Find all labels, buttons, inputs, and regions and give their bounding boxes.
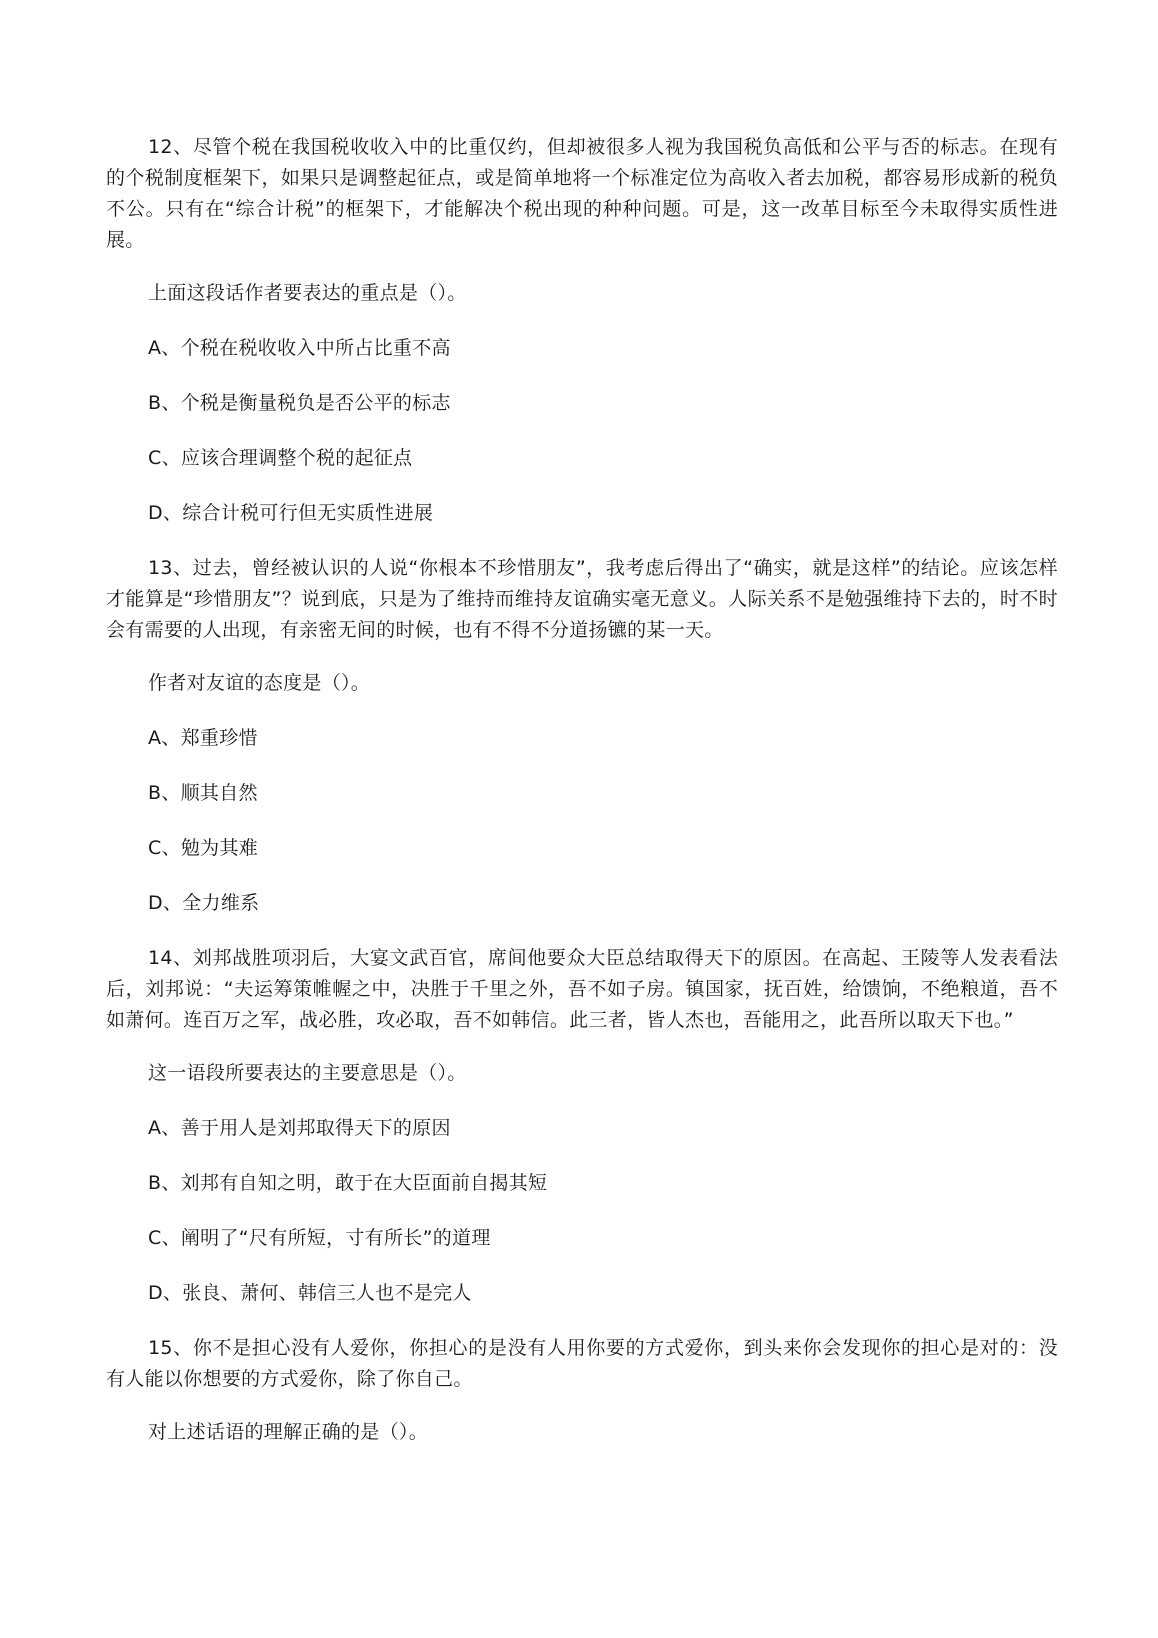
question-12-option-a: A、个税在税收收入中所占比重不高 <box>148 337 451 359</box>
question-14-option-a: A、善于用人是刘邦取得天下的原因 <box>148 1117 451 1139</box>
question-14-option-c: C、阐明了“尺有所短，寸有所长”的道理 <box>148 1227 491 1249</box>
question-13-option-c: C、勉为其难 <box>148 837 259 859</box>
question-12-option-c: C、应该合理调整个税的起征点 <box>148 447 413 469</box>
question-15-prompt: 对上述话语的理解正确的是（）。 <box>148 1421 429 1443</box>
question-13-option-b: B、顺其自然 <box>148 782 258 804</box>
question-15-stem: 15、你不是担心没有人爱你，你担心的是没有人用你要的方式爱你，到头来你会发现你的担心是对的：没有人能以你想要的方式爱你，除了你自己。 <box>106 1337 1058 1390</box>
question-13-option-d: D、全力维系 <box>148 892 260 914</box>
question-13-stem: 13、过去，曾经被认识的人说“你根本不珍惜朋友”，我考虑后得出了“确实，就是这样”的结论。应该怎样才能算是“珍惜朋友”？说到底，只是为了维持而维持友谊确实毫无意义。人际关系不是勉强维持下去的，时不时会有需要的人出现，有亲密无间的时候，也有不得不分道扬镳的某一天。 <box>106 557 1058 641</box>
question-12-option-b: B、个税是衡量税负是否公平的标志 <box>148 392 451 414</box>
question-12-stem: 12、尽管个税在我国税收收入中的比重仅约，但却被很多人视为我国税负高低和公平与否的标志。在现有的个税制度框架下，如果只是调整起征点，或是简单地将一个标准定位为高收入者去加税，都容易形成新的税负不公。只有在“综合计税”的框架下，才能解决个税出现的种种问题。可是，这一改革目标至今未取得实质性进展。 <box>106 136 1058 251</box>
question-13-prompt: 作者对友谊的态度是（）。 <box>148 672 371 694</box>
question-12-prompt: 上面这段话作者要表达的重点是（）。 <box>148 282 467 304</box>
question-12-option-d: D、综合计税可行但无实质性进展 <box>148 502 434 524</box>
question-14-stem: 14、刘邦战胜项羽后，大宴文武百官，席间他要众大臣总结取得天下的原因。在高起、王陵等人发表看法后，刘邦说：“夫运筹策帷幄之中，决胜于千里之外，吾不如子房。镇国家，抚百姓，给馈饷，不绝粮道，吾不如萧何。连百万之军，战必胜，攻必取，吾不如韩信。此三者，皆人杰也，吾能用之，此吾所以取天下也。” <box>106 947 1058 1031</box>
question-14-option-b: B、刘邦有自知之明，敢于在大臣面前自揭其短 <box>148 1172 548 1194</box>
question-13-option-a: A、郑重珍惜 <box>148 727 258 749</box>
question-14-option-d: D、张良、萧何、韩信三人也不是完人 <box>148 1282 472 1304</box>
question-14-prompt: 这一语段所要表达的主要意思是（）。 <box>148 1062 467 1084</box>
